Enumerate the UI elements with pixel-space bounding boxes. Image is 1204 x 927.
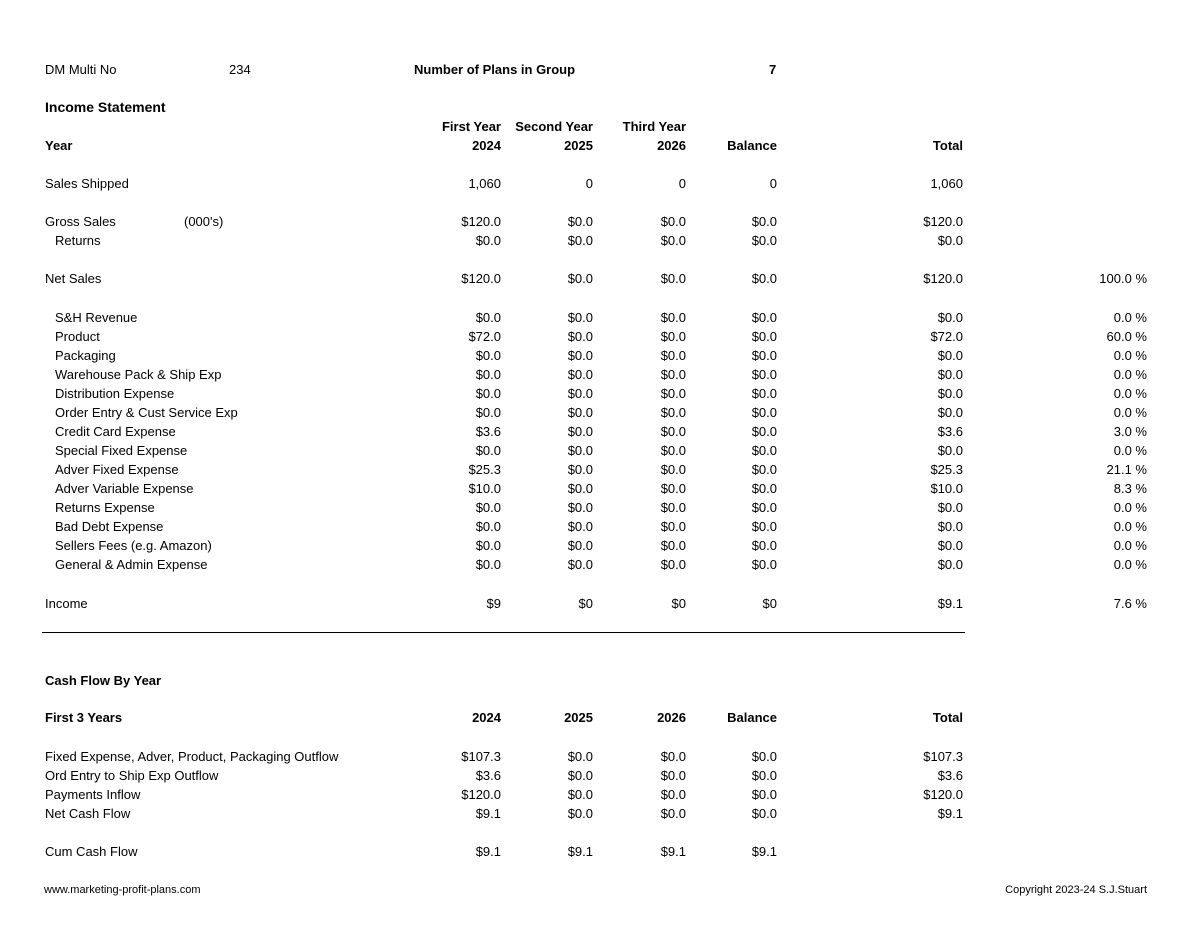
cash-flow-row xyxy=(0,768,1204,784)
cell: $0.0 xyxy=(567,749,593,764)
cell: $3.6 xyxy=(937,424,963,439)
cell: 1,060 xyxy=(930,176,963,191)
cell: $9 xyxy=(486,596,501,611)
year-label: Year xyxy=(45,138,73,153)
cell: $0.0 xyxy=(751,749,777,764)
cell: $3.6 xyxy=(937,768,963,783)
expense-row xyxy=(0,557,1204,573)
row-label: Warehouse Pack & Ship Exp xyxy=(55,367,222,382)
cell: $10.0 xyxy=(468,481,501,496)
income-row xyxy=(0,596,1204,612)
cell: $0.0 xyxy=(475,233,501,248)
cell: $0.0 xyxy=(937,443,963,458)
percent-cell: 0.0 % xyxy=(1113,519,1147,534)
expense-row xyxy=(0,462,1204,478)
expense-row xyxy=(0,519,1204,535)
cell: $9.1 xyxy=(937,596,963,611)
cell: $0 xyxy=(578,596,593,611)
col-header-first-year: First Year xyxy=(441,119,501,134)
expense-row xyxy=(0,424,1204,440)
col-header-2025: 2025 xyxy=(564,710,593,725)
row-label: Income xyxy=(45,596,88,611)
sales-shipped-row xyxy=(0,176,1204,192)
cell: $0.0 xyxy=(660,500,686,515)
cell: $0.0 xyxy=(660,329,686,344)
cash-flow-title: Cash Flow By Year xyxy=(45,673,162,688)
cell: $0.0 xyxy=(751,538,777,553)
col-header-total: Total xyxy=(932,138,963,153)
cell: $0.0 xyxy=(475,443,501,458)
cell: $0.0 xyxy=(937,500,963,515)
percent-cell: 0.0 % xyxy=(1113,348,1147,363)
footer-website: www.marketing-profit-plans.com xyxy=(44,884,201,896)
cell: $0.0 xyxy=(751,386,777,401)
cell: $120.0 xyxy=(923,214,963,229)
expense-row xyxy=(0,348,1204,364)
cell: $0.0 xyxy=(751,481,777,496)
cell: $0.0 xyxy=(660,424,686,439)
cell: $107.3 xyxy=(923,749,963,764)
cell: $0.0 xyxy=(937,557,963,572)
row-label: General & Admin Expense xyxy=(55,557,208,572)
plan-number: 234 xyxy=(229,62,251,77)
cell: $0.0 xyxy=(567,271,593,286)
row-label: Sellers Fees (e.g. Amazon) xyxy=(55,538,212,553)
percent-cell: 60.0 % xyxy=(1106,329,1147,344)
percent-cell: 0.0 % xyxy=(1113,557,1147,572)
row-label: Net Cash Flow xyxy=(45,806,131,821)
cell: $0.0 xyxy=(475,557,501,572)
row-label: Adver Variable Expense xyxy=(55,481,194,496)
col-header-2026: 2026 xyxy=(657,138,686,153)
expense-row xyxy=(0,538,1204,554)
cell: $0.0 xyxy=(475,348,501,363)
expense-row xyxy=(0,500,1204,516)
cell: $0.0 xyxy=(660,481,686,496)
cell: $0.0 xyxy=(751,443,777,458)
cell: $72.0 xyxy=(468,329,501,344)
cell: $0.0 xyxy=(660,768,686,783)
cell: $3.6 xyxy=(475,768,501,783)
unit-label: (000's) xyxy=(184,214,224,229)
returns-row xyxy=(0,233,1204,249)
row-label: Ord Entry to Ship Exp Outflow xyxy=(45,768,219,783)
cell: $0.0 xyxy=(567,519,593,534)
cell: $0.0 xyxy=(937,538,963,553)
col-header-total: Total xyxy=(932,710,963,725)
percent-cell: 100.0 % xyxy=(1099,271,1147,286)
cell: 0 xyxy=(769,176,777,191)
cell: $0.0 xyxy=(475,538,501,553)
col-header-balance: Balance xyxy=(727,710,777,725)
cell: $0.0 xyxy=(751,348,777,363)
cell: $0.0 xyxy=(660,806,686,821)
cell: $0.0 xyxy=(660,386,686,401)
cell: $0.0 xyxy=(751,329,777,344)
expense-row xyxy=(0,367,1204,383)
row-label: Returns xyxy=(55,233,101,248)
col-header-2024: 2024 xyxy=(472,138,501,153)
row-label: Net Sales xyxy=(45,271,102,286)
cell: $0.0 xyxy=(660,271,686,286)
row-label: Credit Card Expense xyxy=(55,424,176,439)
cell: $0.0 xyxy=(567,386,593,401)
cell: $0.0 xyxy=(937,405,963,420)
cell: $0.0 xyxy=(751,271,777,286)
cell: $10.0 xyxy=(930,481,963,496)
expense-row xyxy=(0,481,1204,497)
col-header-second-year: Second Year xyxy=(515,119,593,134)
cell: $0.0 xyxy=(660,310,686,325)
plan-label: DM Multi No xyxy=(45,62,117,77)
cell: $0 xyxy=(671,596,686,611)
cell: $0.0 xyxy=(567,424,593,439)
expense-row xyxy=(0,443,1204,459)
cum-cash-flow-row xyxy=(0,844,1204,860)
cell: $25.3 xyxy=(468,462,501,477)
cell: $0.0 xyxy=(751,500,777,515)
cell: $0.0 xyxy=(751,424,777,439)
cell: $0.0 xyxy=(567,329,593,344)
cell: $0.0 xyxy=(475,519,501,534)
cell: $0.0 xyxy=(660,214,686,229)
col-header-balance: Balance xyxy=(727,138,777,153)
cell: $0.0 xyxy=(660,367,686,382)
expense-row xyxy=(0,405,1204,421)
cell: $0.0 xyxy=(660,348,686,363)
cell: $120.0 xyxy=(461,271,501,286)
cell: $0.0 xyxy=(567,214,593,229)
row-label: Fixed Expense, Adver, Product, Packaging Outflow xyxy=(45,749,339,764)
cell: $0 xyxy=(762,596,777,611)
percent-cell: 0.0 % xyxy=(1113,405,1147,420)
section-divider xyxy=(42,632,965,633)
cell: $0.0 xyxy=(937,233,963,248)
year-header-row xyxy=(0,138,1204,154)
expense-row xyxy=(0,310,1204,326)
cell: $0.0 xyxy=(567,557,593,572)
percent-cell: 0.0 % xyxy=(1113,386,1147,401)
cell: $0.0 xyxy=(660,462,686,477)
cell: 1,060 xyxy=(468,176,501,191)
cell: $0.0 xyxy=(937,519,963,534)
cell: $120.0 xyxy=(923,787,963,802)
cell: $0.0 xyxy=(937,367,963,382)
cell: $0.0 xyxy=(660,749,686,764)
percent-cell: 0.0 % xyxy=(1113,500,1147,515)
cell: $0.0 xyxy=(751,806,777,821)
cell: $0.0 xyxy=(660,557,686,572)
cell: $0.0 xyxy=(751,462,777,477)
cell: $0.0 xyxy=(751,557,777,572)
cell: $0.0 xyxy=(660,233,686,248)
cell: $0.0 xyxy=(567,443,593,458)
cell: $0.0 xyxy=(567,500,593,515)
footer-copyright: Copyright 2023-24 S.J.Stuart xyxy=(1005,884,1147,896)
percent-cell: 0.0 % xyxy=(1113,443,1147,458)
cell: $0.0 xyxy=(475,367,501,382)
row-label: S&H Revenue xyxy=(55,310,138,325)
cell: $120.0 xyxy=(923,271,963,286)
cell: $0.0 xyxy=(567,310,593,325)
percent-cell: 3.0 % xyxy=(1113,424,1147,439)
cash-flow-row xyxy=(0,749,1204,765)
expense-row xyxy=(0,386,1204,402)
cell: $9.1 xyxy=(475,806,501,821)
cell: $107.3 xyxy=(461,749,501,764)
cell: $0.0 xyxy=(751,405,777,420)
percent-cell: 0.0 % xyxy=(1113,310,1147,325)
cell: $0.0 xyxy=(937,386,963,401)
cell: $0.0 xyxy=(567,787,593,802)
col-header-2026: 2026 xyxy=(657,710,686,725)
cell: $0.0 xyxy=(751,787,777,802)
cash-flow-header-row xyxy=(0,710,1204,726)
year-header-top-row xyxy=(0,119,1204,135)
cell: $9.1 xyxy=(937,806,963,821)
cell: $0.0 xyxy=(567,367,593,382)
cell: $0.0 xyxy=(660,787,686,802)
cash-flow-row xyxy=(0,806,1204,822)
cell: $0.0 xyxy=(567,233,593,248)
cash-flow-row xyxy=(0,787,1204,803)
cell: $0.0 xyxy=(475,500,501,515)
row-label: Product xyxy=(55,329,100,344)
cell: $0.0 xyxy=(567,405,593,420)
cell: $0.0 xyxy=(751,214,777,229)
row-label: Gross Sales xyxy=(45,214,116,229)
row-label: Packaging xyxy=(55,348,116,363)
row-label: Sales Shipped xyxy=(45,176,129,191)
cell: $120.0 xyxy=(461,787,501,802)
cell: $0.0 xyxy=(567,538,593,553)
cell: $9.1 xyxy=(660,844,686,859)
col-header-2024: 2024 xyxy=(472,710,501,725)
col-header-2025: 2025 xyxy=(564,138,593,153)
cell: $0.0 xyxy=(475,405,501,420)
percent-cell: 7.6 % xyxy=(1113,596,1147,611)
percent-cell: 0.0 % xyxy=(1113,538,1147,553)
gross-sales-row xyxy=(0,214,1204,230)
cell: $0.0 xyxy=(475,310,501,325)
row-label: Bad Debt Expense xyxy=(55,519,164,534)
cell: 0 xyxy=(585,176,593,191)
cell: $9.1 xyxy=(751,844,777,859)
cell: $0.0 xyxy=(567,806,593,821)
cell: $0.0 xyxy=(475,386,501,401)
cell: $25.3 xyxy=(930,462,963,477)
group-count: 7 xyxy=(769,62,777,77)
cell: $0.0 xyxy=(567,481,593,496)
cell: $0.0 xyxy=(660,443,686,458)
cell: $9.1 xyxy=(475,844,501,859)
cell: $0.0 xyxy=(751,367,777,382)
cell: $0.0 xyxy=(660,405,686,420)
col-header-third-year: Third Year xyxy=(622,119,686,134)
cell: $0.0 xyxy=(751,768,777,783)
row-label: Order Entry & Cust Service Exp xyxy=(55,405,238,420)
cell: $0.0 xyxy=(660,538,686,553)
expense-row xyxy=(0,329,1204,345)
cell: $0.0 xyxy=(751,233,777,248)
row-label: Special Fixed Expense xyxy=(55,443,188,458)
percent-cell: 8.3 % xyxy=(1113,481,1147,496)
net-sales-row xyxy=(0,271,1204,287)
cell: $0.0 xyxy=(567,348,593,363)
row-label: Adver Fixed Expense xyxy=(55,462,179,477)
cell: 0 xyxy=(678,176,686,191)
cell: $9.1 xyxy=(567,844,593,859)
row-label: Cum Cash Flow xyxy=(45,844,138,859)
row-label: Payments Inflow xyxy=(45,787,141,802)
row-label: Distribution Expense xyxy=(55,386,175,401)
income-statement-title: Income Statement xyxy=(45,99,166,115)
cell: $72.0 xyxy=(930,329,963,344)
percent-cell: 21.1 % xyxy=(1106,462,1147,477)
cell: $0.0 xyxy=(567,462,593,477)
percent-cell: 0.0 % xyxy=(1113,367,1147,382)
cell: $0.0 xyxy=(751,310,777,325)
cell: $3.6 xyxy=(475,424,501,439)
cell: $120.0 xyxy=(461,214,501,229)
cell: $0.0 xyxy=(937,310,963,325)
cell: $0.0 xyxy=(937,348,963,363)
cell: $0.0 xyxy=(751,519,777,534)
cell: $0.0 xyxy=(567,768,593,783)
group-label: Number of Plans in Group xyxy=(414,62,576,77)
cell: $0.0 xyxy=(660,519,686,534)
row-label: Returns Expense xyxy=(55,500,155,515)
cash-flow-sub-label: First 3 Years xyxy=(45,710,123,725)
